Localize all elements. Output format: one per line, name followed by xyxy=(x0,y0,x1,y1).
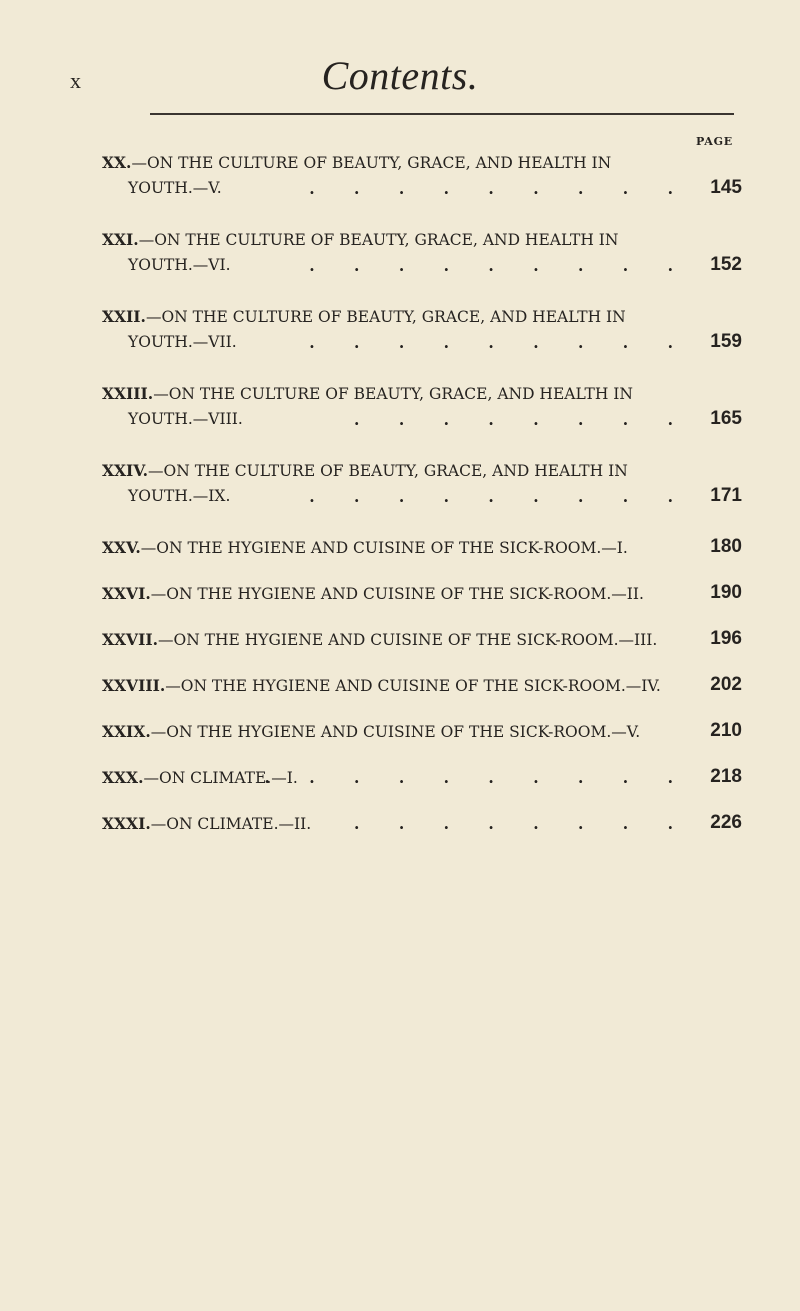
contents-entry xyxy=(102,722,742,748)
chapter-title: —ON THE HYGIENE AND CUISINE OF THE SICK-ROOM.—I. xyxy=(140,539,628,557)
chapter-title-cont: YOUTH.—VI. xyxy=(128,256,231,274)
contents-entry xyxy=(102,230,742,282)
contents-entry xyxy=(102,384,742,436)
chapter-title: —ON THE HYGIENE AND CUISINE OF THE SICK-ROOM.—III. xyxy=(157,631,658,649)
page-number: 196 xyxy=(710,628,742,649)
chapter-title: —ON THE CULTURE OF BEAUTY, GRACE, AND HEALTH IN xyxy=(148,462,628,480)
chapter-number: XXI. xyxy=(102,230,139,249)
chapter-title-cont: YOUTH.—IX. xyxy=(128,487,231,505)
chapter-title: —ON THE CULTURE OF BEAUTY, GRACE, AND HEALTH IN xyxy=(138,231,619,249)
chapter-title: —ON THE CULTURE OF BEAUTY, GRACE, AND HEALTH IN xyxy=(131,154,612,172)
chapter-number: XXII. xyxy=(102,307,146,326)
chapter-number: XX. xyxy=(102,153,132,172)
leader-dots: . . . . . . . . . . xyxy=(264,768,690,787)
page-number: 202 xyxy=(710,674,742,695)
contents-entry xyxy=(102,584,742,610)
page-number: 165 xyxy=(710,408,742,429)
contents-entry xyxy=(102,153,742,205)
contents-entry xyxy=(102,814,742,840)
contents-entry xyxy=(102,676,742,702)
leader-dots: . . . . . . . . . xyxy=(309,179,690,198)
contents-entry xyxy=(102,768,742,794)
page-number: 190 xyxy=(710,582,742,603)
leader-dots: . . . . . . . . . xyxy=(309,487,690,506)
chapter-title: —ON THE CULTURE OF BEAUTY, GRACE, AND HEALTH IN xyxy=(153,385,633,403)
chapter-title: —ON CLIMATE.—I. xyxy=(143,769,298,787)
page-number: 159 xyxy=(710,331,742,352)
header-rule xyxy=(150,113,734,115)
chapter-title: —ON THE HYGIENE AND CUISINE OF THE SICK-ROOM.—V. xyxy=(150,723,641,741)
chapter-number: XXIX. xyxy=(102,722,151,741)
chapter-number: XXIII. xyxy=(102,384,154,403)
page-column-label: PAGE xyxy=(696,135,733,148)
page-number: 180 xyxy=(710,536,742,557)
leader-dots: . . . . . . . . . xyxy=(309,256,690,275)
chapter-number: XXX. xyxy=(102,768,144,787)
chapter-title: —ON THE HYGIENE AND CUISINE OF THE SICK-ROOM.—IV. xyxy=(165,677,661,695)
leader-dots: . . . . . . . . xyxy=(354,814,690,833)
chapter-number: XXV. xyxy=(102,538,141,557)
chapter-title-cont: YOUTH.—VII. xyxy=(128,333,237,351)
page-number: 210 xyxy=(710,720,742,741)
page-number: 171 xyxy=(710,485,742,506)
page-number: 145 xyxy=(710,177,742,198)
chapter-title: —ON THE CULTURE OF BEAUTY, GRACE, AND HEALTH IN xyxy=(145,308,626,326)
chapter-number: XXVIII. xyxy=(102,676,166,695)
page-number: 152 xyxy=(710,254,742,275)
chapter-title-cont: YOUTH.—V. xyxy=(128,179,222,197)
leader-dots: . . . . . . . . xyxy=(354,410,690,429)
chapter-number: XXIV. xyxy=(102,461,149,480)
contents-entry xyxy=(102,461,742,513)
leader-dots: . . . . . . . . . xyxy=(309,333,690,352)
folio-numeral: x xyxy=(70,68,81,93)
contents-entry xyxy=(102,307,742,359)
page-number: 226 xyxy=(710,812,742,833)
chapter-title: —ON CLIMATE.—II. xyxy=(150,815,312,833)
page-title: Contents. xyxy=(321,53,479,98)
contents-entry xyxy=(102,538,742,564)
chapter-title-cont: YOUTH.—VIII. xyxy=(128,410,243,428)
page-number: 218 xyxy=(710,766,742,787)
contents-entry xyxy=(102,630,742,656)
chapter-number: XXXI. xyxy=(102,814,151,833)
chapter-number: XXVI. xyxy=(102,584,151,603)
chapter-number: XXVII. xyxy=(102,630,158,649)
chapter-title: —ON THE HYGIENE AND CUISINE OF THE SICK-ROOM.—II. xyxy=(150,585,644,603)
